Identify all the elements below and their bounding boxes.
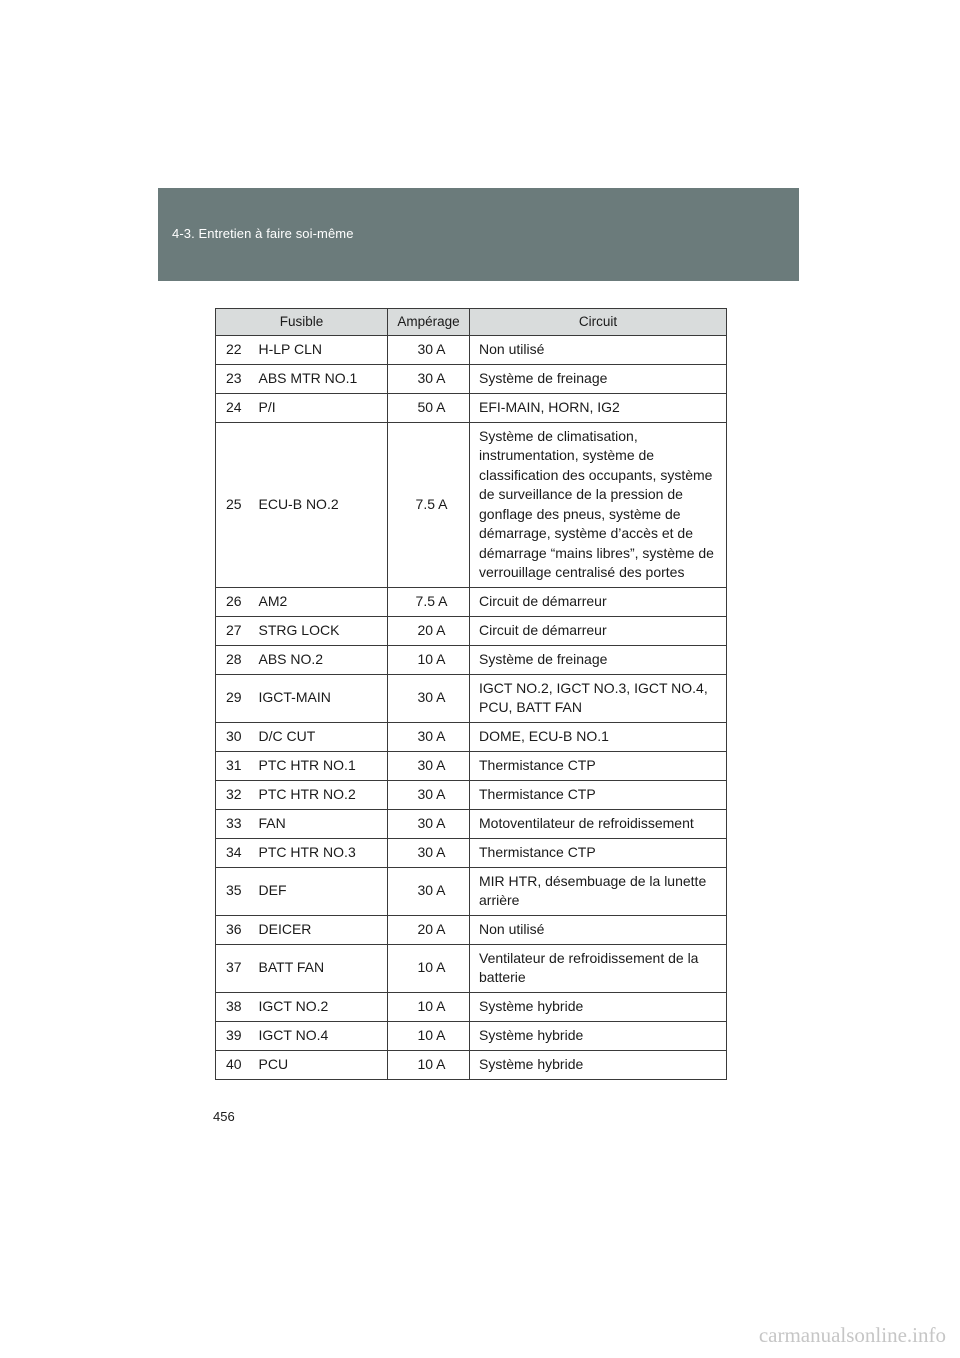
fuse-number-cell: 29	[216, 674, 256, 722]
column-header-circuit: Circuit	[470, 309, 727, 336]
fuse-name-cell: BATT FAN	[256, 944, 388, 992]
fuse-name-cell: STRG LOCK	[256, 616, 388, 645]
watermark-text: carmanualsonline.info	[758, 1323, 946, 1347]
amperage-cell: 30 A	[388, 674, 470, 722]
circuit-cell: EFI-MAIN, HORN, IG2	[470, 393, 727, 422]
fuse-number-cell: 24	[216, 393, 256, 422]
circuit-cell: Non utilisé	[470, 335, 727, 364]
circuit-cell: Non utilisé	[470, 915, 727, 944]
amperage-cell: 30 A	[388, 867, 470, 915]
circuit-cell: Système hybride	[470, 1050, 727, 1079]
circuit-cell: DOME, ECU-B NO.1	[470, 722, 727, 751]
fuse-table	[215, 308, 727, 1080]
fuse-number-cell: 32	[216, 780, 256, 809]
amperage-cell: 30 A	[388, 335, 470, 364]
amperage-cell: 30 A	[388, 780, 470, 809]
fuse-name-cell: DEF	[256, 867, 388, 915]
circuit-cell: Circuit de démarreur	[470, 587, 727, 616]
fuse-name-cell: PCU	[256, 1050, 388, 1079]
fuse-name-cell: ABS MTR NO.1	[256, 364, 388, 393]
table-row	[216, 992, 727, 1021]
amperage-cell: 30 A	[388, 364, 470, 393]
amperage-cell: 10 A	[388, 992, 470, 1021]
amperage-cell: 7.5 A	[388, 422, 470, 587]
fuse-name-cell: PTC HTR NO.1	[256, 751, 388, 780]
table-row	[216, 944, 727, 992]
fuse-number-cell: 30	[216, 722, 256, 751]
table-row	[216, 645, 727, 674]
circuit-cell: Thermistance CTP	[470, 751, 727, 780]
table-row	[216, 587, 727, 616]
fuse-number-cell: 33	[216, 809, 256, 838]
amperage-cell: 20 A	[388, 915, 470, 944]
fuse-number-cell: 37	[216, 944, 256, 992]
table-header-row	[216, 309, 727, 336]
amperage-cell: 10 A	[388, 645, 470, 674]
fuse-number-cell: 40	[216, 1050, 256, 1079]
circuit-cell: Motoventilateur de refroidissement	[470, 809, 727, 838]
table-row	[216, 751, 727, 780]
table-row	[216, 393, 727, 422]
table-row	[216, 422, 727, 587]
circuit-cell: Système de freinage	[470, 645, 727, 674]
circuit-cell: Ventilateur de refroidissement de la batterie	[470, 944, 727, 992]
column-header-fuse: Fusible	[216, 309, 388, 336]
circuit-cell: Système hybride	[470, 992, 727, 1021]
amperage-cell: 50 A	[388, 393, 470, 422]
table-row	[216, 867, 727, 915]
fuse-name-cell: PTC HTR NO.2	[256, 780, 388, 809]
amperage-cell: 30 A	[388, 751, 470, 780]
fuse-number-cell: 38	[216, 992, 256, 1021]
amperage-cell: 10 A	[388, 944, 470, 992]
circuit-cell: Système hybride	[470, 1021, 727, 1050]
table-row	[216, 722, 727, 751]
table-row	[216, 1021, 727, 1050]
circuit-cell: Thermistance CTP	[470, 838, 727, 867]
fuse-name-cell: P/I	[256, 393, 388, 422]
table-row	[216, 616, 727, 645]
circuit-cell: Circuit de démarreur	[470, 616, 727, 645]
column-header-amperage: Ampérage	[388, 309, 470, 336]
fuse-number-cell: 26	[216, 587, 256, 616]
circuit-cell: Système de climatisation, instrumentation, système de classification des occupants, système de surveillance de la pression de gonflage des pneus, système de démarrage, système d’accès et de démarrage “mains libres”, système de verrouillage centralisé des portes	[470, 422, 727, 587]
fuse-name-cell: D/C CUT	[256, 722, 388, 751]
fuse-number-cell: 28	[216, 645, 256, 674]
fuse-number-cell: 34	[216, 838, 256, 867]
circuit-cell: MIR HTR, désembuage de la lunette arrière	[470, 867, 727, 915]
table-row	[216, 780, 727, 809]
table-row	[216, 364, 727, 393]
fuse-number-cell: 36	[216, 915, 256, 944]
amperage-cell: 10 A	[388, 1050, 470, 1079]
table-row	[216, 674, 727, 722]
table-row	[216, 915, 727, 944]
fuse-name-cell: IGCT-MAIN	[256, 674, 388, 722]
amperage-cell: 30 A	[388, 722, 470, 751]
fuse-name-cell: AM2	[256, 587, 388, 616]
fuse-number-cell: 25	[216, 422, 256, 587]
fuse-name-cell: ABS NO.2	[256, 645, 388, 674]
fuse-number-cell: 35	[216, 867, 256, 915]
fuse-name-cell: ECU-B NO.2	[256, 422, 388, 587]
fuse-name-cell: PTC HTR NO.3	[256, 838, 388, 867]
amperage-cell: 30 A	[388, 809, 470, 838]
circuit-cell: Thermistance CTP	[470, 780, 727, 809]
fuse-name-cell: FAN	[256, 809, 388, 838]
amperage-cell: 30 A	[388, 838, 470, 867]
fuse-number-cell: 31	[216, 751, 256, 780]
table-row	[216, 809, 727, 838]
circuit-cell: Système de freinage	[470, 364, 727, 393]
table-row	[216, 1050, 727, 1079]
amperage-cell: 7.5 A	[388, 587, 470, 616]
page-number: 456	[213, 1109, 235, 1124]
fuse-number-cell: 23	[216, 364, 256, 393]
fuse-name-cell: IGCT NO.2	[256, 992, 388, 1021]
fuse-number-cell: 22	[216, 335, 256, 364]
table-body	[216, 335, 727, 1079]
section-title: 4-3. Entretien à faire soi-même	[172, 226, 354, 241]
table-row	[216, 335, 727, 364]
fuse-name-cell: H-LP CLN	[256, 335, 388, 364]
fuse-name-cell: IGCT NO.4	[256, 1021, 388, 1050]
fuse-number-cell: 27	[216, 616, 256, 645]
circuit-cell: IGCT NO.2, IGCT NO.3, IGCT NO.4, PCU, BATT FAN	[470, 674, 727, 722]
table-row	[216, 838, 727, 867]
fuse-number-cell: 39	[216, 1021, 256, 1050]
amperage-cell: 20 A	[388, 616, 470, 645]
amperage-cell: 10 A	[388, 1021, 470, 1050]
fuse-name-cell: DEICER	[256, 915, 388, 944]
